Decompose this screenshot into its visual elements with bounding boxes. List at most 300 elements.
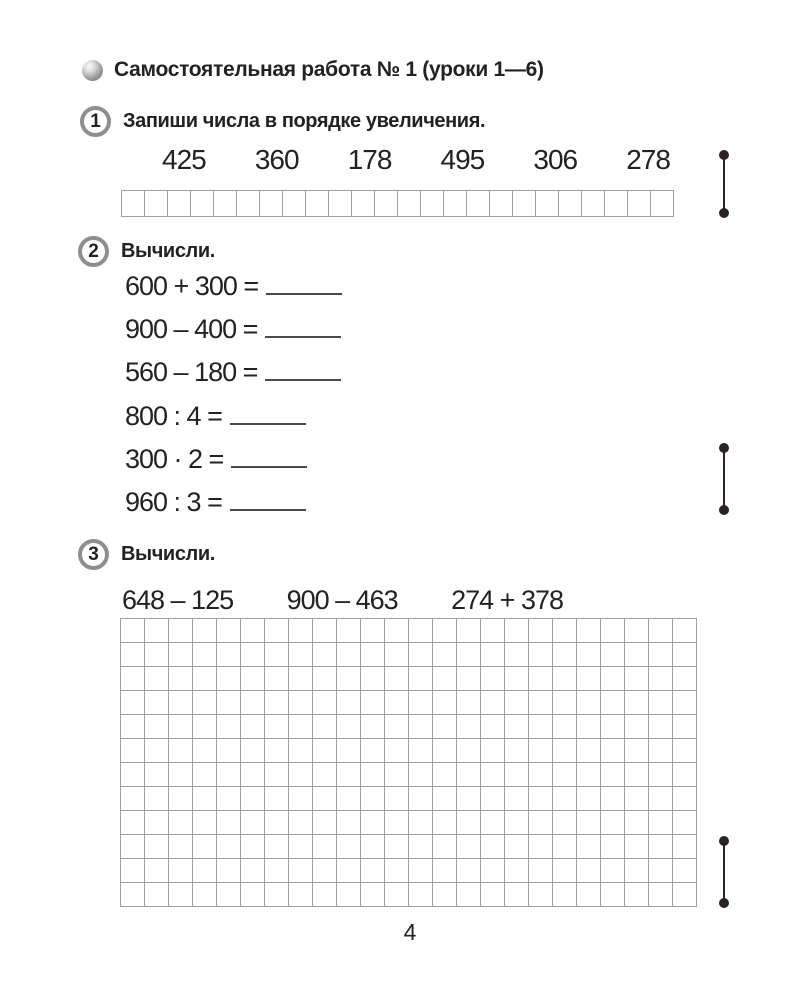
grid-cell[interactable] — [169, 883, 193, 907]
grid-cell[interactable] — [529, 619, 553, 643]
answer-cell[interactable] — [282, 190, 306, 217]
grid-cell[interactable] — [385, 619, 409, 643]
grid-cell[interactable] — [337, 859, 361, 883]
grid-cell[interactable] — [409, 859, 433, 883]
grid-cell[interactable] — [577, 691, 601, 715]
grid-cell[interactable] — [385, 859, 409, 883]
answer-cell[interactable] — [512, 190, 536, 217]
grid-cell[interactable] — [625, 691, 649, 715]
grid-cell[interactable] — [169, 619, 193, 643]
grid-cell[interactable] — [481, 859, 505, 883]
grid-cell[interactable] — [409, 667, 433, 691]
grid-cell[interactable] — [313, 667, 337, 691]
grid-cell[interactable] — [673, 763, 697, 787]
grid-cell[interactable] — [457, 811, 481, 835]
grid-cell[interactable] — [505, 859, 529, 883]
grid-cell[interactable] — [385, 643, 409, 667]
grid-cell[interactable] — [649, 859, 673, 883]
grid-cell[interactable] — [601, 667, 625, 691]
grid-cell[interactable] — [337, 883, 361, 907]
grid-cell[interactable] — [577, 763, 601, 787]
grid-cell[interactable] — [169, 667, 193, 691]
answer-blank[interactable] — [230, 509, 306, 511]
grid-cell[interactable] — [217, 763, 241, 787]
grid-cell[interactable] — [625, 811, 649, 835]
grid-cell[interactable] — [409, 763, 433, 787]
grid-cell[interactable] — [193, 787, 217, 811]
grid-cell[interactable] — [217, 811, 241, 835]
grid-cell[interactable] — [217, 883, 241, 907]
grid-cell[interactable] — [505, 811, 529, 835]
grid-cell[interactable] — [289, 835, 313, 859]
grid-cell[interactable] — [121, 883, 145, 907]
grid-cell[interactable] — [409, 715, 433, 739]
grid-cell[interactable] — [313, 691, 337, 715]
grid-cell[interactable] — [625, 763, 649, 787]
grid-cell[interactable] — [217, 667, 241, 691]
grid-cell[interactable] — [505, 715, 529, 739]
answer-cell[interactable] — [121, 190, 145, 217]
grid-cell[interactable] — [145, 643, 169, 667]
grid-cell[interactable] — [313, 715, 337, 739]
grid-cell[interactable] — [601, 619, 625, 643]
grid-cell[interactable] — [529, 643, 553, 667]
grid-cell[interactable] — [649, 715, 673, 739]
grid-cell[interactable] — [241, 739, 265, 763]
grid-cell[interactable] — [433, 739, 457, 763]
grid-cell[interactable] — [385, 811, 409, 835]
grid-cell[interactable] — [529, 811, 553, 835]
grid-cell[interactable] — [481, 787, 505, 811]
grid-cell[interactable] — [409, 739, 433, 763]
grid-cell[interactable] — [265, 811, 289, 835]
grid-cell[interactable] — [553, 763, 577, 787]
grid-cell[interactable] — [625, 619, 649, 643]
grid-cell[interactable] — [553, 619, 577, 643]
grid-cell[interactable] — [145, 811, 169, 835]
grid-cell[interactable] — [265, 883, 289, 907]
grid-cell[interactable] — [601, 859, 625, 883]
grid-cell[interactable] — [361, 739, 385, 763]
grid-cell[interactable] — [457, 691, 481, 715]
grid-cell[interactable] — [241, 811, 265, 835]
grid-cell[interactable] — [313, 763, 337, 787]
grid-cell[interactable] — [649, 619, 673, 643]
grid-cell[interactable] — [505, 787, 529, 811]
grid-cell[interactable] — [481, 619, 505, 643]
grid-cell[interactable] — [193, 739, 217, 763]
grid-cell[interactable] — [505, 883, 529, 907]
grid-cell[interactable] — [409, 619, 433, 643]
grid-cell[interactable] — [601, 643, 625, 667]
grid-cell[interactable] — [361, 643, 385, 667]
grid-cell[interactable] — [601, 835, 625, 859]
grid-cell[interactable] — [673, 859, 697, 883]
grid-cell[interactable] — [625, 739, 649, 763]
grid-cell[interactable] — [553, 739, 577, 763]
grid-cell[interactable] — [217, 715, 241, 739]
grid-cell[interactable] — [409, 835, 433, 859]
grid-cell[interactable] — [433, 883, 457, 907]
grid-cell[interactable] — [169, 739, 193, 763]
grid-cell[interactable] — [457, 619, 481, 643]
grid-cell[interactable] — [649, 691, 673, 715]
grid-cell[interactable] — [553, 811, 577, 835]
grid-cell[interactable] — [433, 835, 457, 859]
grid-cell[interactable] — [385, 739, 409, 763]
grid-cell[interactable] — [289, 619, 313, 643]
grid-cell[interactable] — [385, 763, 409, 787]
grid-cell[interactable] — [361, 715, 385, 739]
answer-cell[interactable] — [397, 190, 421, 217]
grid-cell[interactable] — [217, 787, 241, 811]
grid-cell[interactable] — [217, 859, 241, 883]
grid-cell[interactable] — [361, 835, 385, 859]
answer-cell[interactable] — [236, 190, 260, 217]
grid-cell[interactable] — [529, 859, 553, 883]
grid-cell[interactable] — [529, 667, 553, 691]
answer-cell[interactable] — [328, 190, 352, 217]
answer-cell[interactable] — [627, 190, 651, 217]
grid-cell[interactable] — [169, 643, 193, 667]
grid-cell[interactable] — [265, 859, 289, 883]
grid-cell[interactable] — [457, 859, 481, 883]
grid-cell[interactable] — [145, 763, 169, 787]
grid-cell[interactable] — [457, 643, 481, 667]
grid-cell[interactable] — [169, 835, 193, 859]
grid-cell[interactable] — [217, 835, 241, 859]
grid-cell[interactable] — [505, 619, 529, 643]
grid-cell[interactable] — [169, 787, 193, 811]
grid-cell[interactable] — [193, 835, 217, 859]
answer-cell[interactable] — [259, 190, 283, 217]
grid-cell[interactable] — [121, 643, 145, 667]
grid-cell[interactable] — [121, 667, 145, 691]
grid-cell[interactable] — [625, 715, 649, 739]
grid-cell[interactable] — [313, 787, 337, 811]
answer-cell[interactable] — [420, 190, 444, 217]
grid-cell[interactable] — [625, 643, 649, 667]
grid-cell[interactable] — [553, 715, 577, 739]
grid-cell[interactable] — [409, 883, 433, 907]
grid-cell[interactable] — [193, 715, 217, 739]
grid-cell[interactable] — [265, 739, 289, 763]
answer-cell[interactable] — [558, 190, 582, 217]
answer-cell[interactable] — [167, 190, 191, 217]
grid-cell[interactable] — [361, 787, 385, 811]
grid-cell[interactable] — [289, 763, 313, 787]
grid-cell[interactable] — [505, 691, 529, 715]
grid-cell[interactable] — [529, 787, 553, 811]
grid-cell[interactable] — [529, 739, 553, 763]
grid-cell[interactable] — [337, 763, 361, 787]
grid-cell[interactable] — [553, 859, 577, 883]
grid-cell[interactable] — [409, 643, 433, 667]
grid-cell[interactable] — [673, 739, 697, 763]
answer-cell[interactable] — [374, 190, 398, 217]
grid-cell[interactable] — [217, 643, 241, 667]
grid-cell[interactable] — [649, 643, 673, 667]
grid-cell[interactable] — [361, 691, 385, 715]
grid-cell[interactable] — [217, 691, 241, 715]
grid-cell[interactable] — [481, 883, 505, 907]
grid-cell[interactable] — [313, 619, 337, 643]
grid-cell[interactable] — [313, 643, 337, 667]
grid-cell[interactable] — [433, 715, 457, 739]
grid-cell[interactable] — [457, 835, 481, 859]
grid-cell[interactable] — [673, 835, 697, 859]
grid-cell[interactable] — [481, 739, 505, 763]
grid-cell[interactable] — [673, 811, 697, 835]
grid-cell[interactable] — [673, 715, 697, 739]
grid-cell[interactable] — [241, 715, 265, 739]
grid-cell[interactable] — [121, 835, 145, 859]
grid-cell[interactable] — [577, 787, 601, 811]
grid-cell[interactable] — [625, 835, 649, 859]
answer-cell[interactable] — [213, 190, 237, 217]
grid-cell[interactable] — [145, 715, 169, 739]
grid-cell[interactable] — [241, 835, 265, 859]
grid-cell[interactable] — [625, 859, 649, 883]
grid-cell[interactable] — [241, 787, 265, 811]
answer-blank[interactable] — [231, 466, 307, 468]
grid-cell[interactable] — [145, 619, 169, 643]
grid-cell[interactable] — [649, 811, 673, 835]
grid-cell[interactable] — [649, 763, 673, 787]
grid-cell[interactable] — [457, 667, 481, 691]
grid-cell[interactable] — [481, 763, 505, 787]
grid-cell[interactable] — [409, 811, 433, 835]
grid-cell[interactable] — [145, 859, 169, 883]
grid-cell[interactable] — [481, 715, 505, 739]
grid-cell[interactable] — [457, 739, 481, 763]
grid-cell[interactable] — [145, 739, 169, 763]
grid-cell[interactable] — [601, 883, 625, 907]
grid-cell[interactable] — [265, 643, 289, 667]
grid-cell[interactable] — [481, 643, 505, 667]
grid-cell[interactable] — [121, 739, 145, 763]
grid-cell[interactable] — [505, 643, 529, 667]
grid-cell[interactable] — [649, 787, 673, 811]
grid-cell[interactable] — [553, 667, 577, 691]
grid-cell[interactable] — [649, 883, 673, 907]
grid-cell[interactable] — [553, 883, 577, 907]
grid-cell[interactable] — [433, 763, 457, 787]
grid-cell[interactable] — [601, 691, 625, 715]
grid-cell[interactable] — [193, 811, 217, 835]
grid-cell[interactable] — [433, 811, 457, 835]
grid-cell[interactable] — [577, 715, 601, 739]
grid-cell[interactable] — [193, 883, 217, 907]
grid-cell[interactable] — [313, 739, 337, 763]
grid-cell[interactable] — [481, 835, 505, 859]
grid-cell[interactable] — [145, 787, 169, 811]
grid-cell[interactable] — [577, 739, 601, 763]
grid-cell[interactable] — [361, 883, 385, 907]
answer-cell[interactable] — [604, 190, 628, 217]
grid-cell[interactable] — [121, 859, 145, 883]
grid-cell[interactable] — [241, 667, 265, 691]
grid-cell[interactable] — [481, 691, 505, 715]
grid-cell[interactable] — [121, 715, 145, 739]
grid-cell[interactable] — [625, 667, 649, 691]
grid-cell[interactable] — [289, 883, 313, 907]
grid-cell[interactable] — [265, 691, 289, 715]
grid-cell[interactable] — [529, 763, 553, 787]
grid-cell[interactable] — [457, 715, 481, 739]
grid-cell[interactable] — [457, 787, 481, 811]
grid-cell[interactable] — [433, 667, 457, 691]
grid-cell[interactable] — [529, 715, 553, 739]
answer-cell[interactable] — [443, 190, 467, 217]
grid-cell[interactable] — [121, 811, 145, 835]
answer-cell[interactable] — [190, 190, 214, 217]
grid-cell[interactable] — [577, 859, 601, 883]
grid-cell[interactable] — [577, 643, 601, 667]
grid-cell[interactable] — [649, 667, 673, 691]
grid-cell[interactable] — [169, 715, 193, 739]
grid-cell[interactable] — [505, 667, 529, 691]
grid-cell[interactable] — [289, 859, 313, 883]
grid-cell[interactable] — [457, 883, 481, 907]
answer-cell[interactable] — [535, 190, 559, 217]
grid-cell[interactable] — [577, 883, 601, 907]
grid-cell[interactable] — [361, 763, 385, 787]
answer-blank[interactable] — [265, 336, 341, 338]
grid-cell[interactable] — [337, 643, 361, 667]
grid-cell[interactable] — [265, 667, 289, 691]
grid-cell[interactable] — [145, 883, 169, 907]
grid-cell[interactable] — [433, 691, 457, 715]
grid-cell[interactable] — [601, 787, 625, 811]
grid-cell[interactable] — [313, 835, 337, 859]
grid-cell[interactable] — [673, 883, 697, 907]
grid-cell[interactable] — [289, 643, 313, 667]
grid-cell[interactable] — [361, 619, 385, 643]
grid-cell[interactable] — [481, 811, 505, 835]
grid-cell[interactable] — [673, 691, 697, 715]
grid-cell[interactable] — [265, 787, 289, 811]
grid-cell[interactable] — [169, 859, 193, 883]
grid-cell[interactable] — [577, 667, 601, 691]
answer-cell[interactable] — [144, 190, 168, 217]
grid-cell[interactable] — [673, 619, 697, 643]
grid-cell[interactable] — [241, 619, 265, 643]
grid-cell[interactable] — [121, 619, 145, 643]
grid-cell[interactable] — [385, 787, 409, 811]
grid-cell[interactable] — [601, 715, 625, 739]
grid-cell[interactable] — [385, 667, 409, 691]
grid-cell[interactable] — [337, 835, 361, 859]
grid-cell[interactable] — [289, 715, 313, 739]
grid-cell[interactable] — [169, 811, 193, 835]
grid-cell[interactable] — [289, 787, 313, 811]
grid-cell[interactable] — [505, 835, 529, 859]
grid-cell[interactable] — [121, 787, 145, 811]
grid-cell[interactable] — [289, 691, 313, 715]
grid-cell[interactable] — [169, 691, 193, 715]
answer-blank[interactable] — [265, 379, 341, 381]
grid-cell[interactable] — [241, 643, 265, 667]
grid-cell[interactable] — [577, 619, 601, 643]
grid-cell[interactable] — [337, 811, 361, 835]
grid-cell[interactable] — [337, 619, 361, 643]
answer-cell[interactable] — [489, 190, 513, 217]
grid-cell[interactable] — [385, 883, 409, 907]
grid-cell[interactable] — [289, 667, 313, 691]
grid-cell[interactable] — [649, 835, 673, 859]
grid-cell[interactable] — [121, 691, 145, 715]
grid-cell[interactable] — [529, 835, 553, 859]
grid-cell[interactable] — [385, 715, 409, 739]
answer-cell[interactable] — [466, 190, 490, 217]
grid-cell[interactable] — [169, 763, 193, 787]
grid-cell[interactable] — [625, 787, 649, 811]
grid-cell[interactable] — [145, 691, 169, 715]
grid-cell[interactable] — [265, 763, 289, 787]
answer-cell[interactable] — [650, 190, 674, 217]
grid-cell[interactable] — [505, 739, 529, 763]
grid-cell[interactable] — [313, 859, 337, 883]
grid-cell[interactable] — [193, 763, 217, 787]
grid-cell[interactable] — [265, 715, 289, 739]
grid-cell[interactable] — [337, 667, 361, 691]
grid-cell[interactable] — [553, 835, 577, 859]
grid-cell[interactable] — [673, 787, 697, 811]
grid-cell[interactable] — [553, 691, 577, 715]
grid-cell[interactable] — [121, 763, 145, 787]
grid-cell[interactable] — [193, 859, 217, 883]
grid-cell[interactable] — [505, 763, 529, 787]
grid-cell[interactable] — [337, 691, 361, 715]
grid-cell[interactable] — [673, 667, 697, 691]
grid-cell[interactable] — [361, 667, 385, 691]
grid-cell[interactable] — [193, 691, 217, 715]
grid-cell[interactable] — [529, 691, 553, 715]
grid-cell[interactable] — [553, 643, 577, 667]
grid-cell[interactable] — [193, 667, 217, 691]
answer-blank[interactable] — [266, 293, 342, 295]
grid-cell[interactable] — [313, 883, 337, 907]
grid-cell[interactable] — [409, 691, 433, 715]
grid-cell[interactable] — [337, 739, 361, 763]
grid-cell[interactable] — [361, 859, 385, 883]
grid-cell[interactable] — [241, 691, 265, 715]
grid-cell[interactable] — [289, 811, 313, 835]
grid-cell[interactable] — [313, 811, 337, 835]
grid-cell[interactable] — [289, 739, 313, 763]
grid-cell[interactable] — [241, 883, 265, 907]
grid-cell[interactable] — [433, 787, 457, 811]
grid-cell[interactable] — [241, 859, 265, 883]
grid-cell[interactable] — [577, 811, 601, 835]
grid-cell[interactable] — [601, 739, 625, 763]
grid-cell[interactable] — [265, 619, 289, 643]
grid-cell[interactable] — [457, 763, 481, 787]
grid-cell[interactable] — [265, 835, 289, 859]
grid-cell[interactable] — [433, 859, 457, 883]
grid-cell[interactable] — [673, 643, 697, 667]
grid-cell[interactable] — [385, 835, 409, 859]
grid-cell[interactable] — [649, 739, 673, 763]
grid-cell[interactable] — [361, 811, 385, 835]
grid-cell[interactable] — [577, 835, 601, 859]
grid-cell[interactable] — [529, 883, 553, 907]
grid-cell[interactable] — [601, 763, 625, 787]
grid-cell[interactable] — [217, 739, 241, 763]
grid-cell[interactable] — [481, 667, 505, 691]
grid-cell[interactable] — [193, 619, 217, 643]
